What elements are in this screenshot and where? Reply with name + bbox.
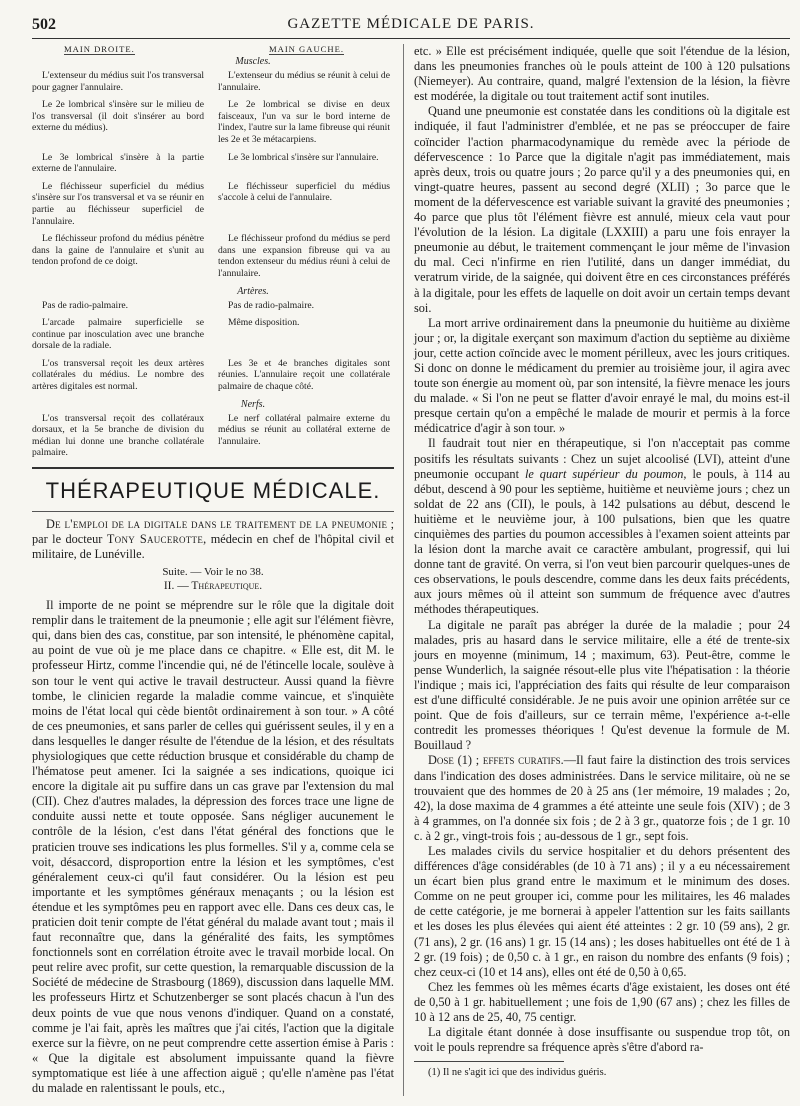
anatomy-row — [32, 317, 394, 352]
nerfs-label: Nerfs. — [240, 398, 266, 410]
article-title — [32, 517, 394, 562]
muscles-table — [32, 70, 394, 280]
footnote-rule — [414, 1061, 564, 1062]
main-droite-cell: Le fléchisseur profond du médius pénètre dans la gaine de l'annulaire et s'unit au tendon profond de ce doigt. — [32, 233, 204, 268]
main-droite-cell: L'arcade palmaire superficielle se continue par inosculation avec une branche dorsale de la radiale. — [32, 317, 204, 352]
text-run: , le pouls, à 114 au début, descend à 90 pour les septième, huitième et neuvième jours ; chez un soldat de 22 ans (CII), le pouls, à 142 pulsations au début, descend le huitième et le neuvième jour, à 100 pulsations, bien que les quatre cinquièmes des parties du poumon accessibles à l'examen soient atteints par la lésion dont la marche avait ce caractère ambulant, progressif, qui lui donne tant de gravité. On verra, si l'on veut bien parcourir quelques-unes de ces observations, le pouls descendre, comme dans les deux faits précédents, aux jours mêmes où il atteint son summum de fréquence avec d'autres méthodes thérapeutiques. — [414, 466, 790, 617]
journal-page — [32, 14, 790, 1100]
article-title-caps: De l'emploi de la digitale dans le traitement de la pneumonie — [46, 517, 388, 532]
section-rule — [32, 467, 394, 469]
main-gauche-cell: Le fléchisseur superficiel du médius s'accole à celui de l'annulaire. — [218, 180, 390, 204]
header-main-gauche: MAIN GAUCHE. — [268, 44, 344, 54]
main-gauche-cell: Le 2e lombrical se divise en deux faisceaux, l'un va sur le bord interne de l'index, l'autre sur la lame fibreuse qui réunit les 2e et 3e métacarpiens. — [218, 99, 390, 145]
running-title: GAZETTE MÉDICALE DE PARIS. — [287, 16, 535, 32]
main-gauche-cell: Les 3e et 4e branches digitales sont réunies. L'annulaire reçoit une collatérale palmaire de chaque côté. — [218, 357, 390, 393]
header-main-droite: MAIN DROITE. — [64, 44, 135, 54]
page-number: 502 — [32, 16, 56, 33]
title-rule — [32, 511, 394, 512]
main-droite-cell: L'os transversal reçoit les deux artères collatérales du médius. Le nombre des artères digitales est normal. — [32, 357, 204, 393]
anatomy-row — [32, 181, 394, 227]
anatomy-row — [32, 233, 394, 279]
anatomy-row — [32, 152, 394, 175]
section-title: THÉRAPEUTIQUE MÉDICALE. — [45, 478, 381, 504]
footnote: (1) Il ne s'agit ici que des individus guéris. — [428, 1067, 607, 1079]
arteres-label: Artères. — [237, 285, 269, 297]
page-header — [32, 14, 790, 39]
text-run: Il faudrait tout nier en thérapeutique, si l'on n'acceptait pas comme positifs les résultats suivants : Chez un sujet alcoolisé (LVI), atteint d'une pneumonie occupant — [414, 436, 790, 481]
anatomy-column-headers — [32, 44, 394, 55]
main-gauche-cell: Le nerf collatéral palmaire externe du médius se réunit au collatéral externe de l'annulaire. — [218, 412, 390, 447]
main-droite-cell: L'extenseur du médius suit l'os transversal pour gagner l'annulaire. — [32, 70, 204, 93]
main-droite-cell: Le 2e lombrical s'insère sur le milieu de l'os transversal (il doit s'insérer au bord externe du médius). — [32, 99, 204, 134]
main-gauche-cell: Même disposition. — [228, 317, 300, 329]
paragraph: Chez les femmes où les mêmes écarts d'âge existaient, les doses ont été de 0,50 à 1 gr. habituellement ; une fois de 1,90 (67 ans) ; chez les filles de 10 à 12 ans de 25, 40, 75 centigr. — [414, 979, 790, 1024]
right-column — [414, 44, 790, 1079]
anatomy-row — [32, 300, 394, 312]
chapter-heading: II. — Thérapeutique. — [163, 580, 263, 593]
paragraph: La digitale étant donnée à dose insuffisante ou suspendue trop tôt, on voit le pouls reprendre sa fréquence après s'être d'abord ra- — [414, 1025, 790, 1055]
main-gauche-cell: Le fléchisseur profond du médius se perd dans une expansion fibreuse qui va au tendon extenseur du médius réuni à celui de l'annulaire. — [218, 233, 390, 279]
left-column — [32, 44, 394, 1096]
main-gauche-cell: Le 3e lombrical s'insère sur l'annulaire. — [228, 151, 379, 163]
nerfs-table — [32, 413, 394, 459]
left-body — [32, 598, 394, 1096]
main-droite-cell: Pas de radio-palmaire. — [42, 299, 129, 311]
suite-note: Suite. — Voir le no 38. — [162, 566, 264, 579]
italic-run: le quart supérieur du poumon — [524, 466, 684, 481]
muscles-label: Muscles. — [235, 56, 271, 67]
main-droite-cell: Le 3e lombrical s'insère à la partie externe de l'annulaire. — [32, 151, 204, 175]
paragraph: Il importe de ne point se méprendre sur le rôle que la digitale doit remplir dans le traitement de la pneumonie ; elle agit sur l'élément fièvre, qui, dans bien des cas, constitue, par son intensité, le phénomène capital, au point de vue où je me place dans ce chapitre. « Elle est, dit M. le professeur Hirtz, comme l'incendie qui, né de l'étincelle locale, soulève à son tour le vent qui active le travail destructeur. Aussi quand la fièvre tombe, le clinicien regarde la maladie comme vaincue, et s'inquiète moins de l'état local qui cède bientôt ordinairement à son tour. » A côté de ces pneumonies, et sans parler de celles qui guérissent seules, il y en a dans lesquelles le danger résulte de l'étendue de la lésion, et des résultats physiologiques que cette réduction brusque et considérable du champ de l'hématose peut amener. Ici la saignée a ses indications, quoique ici encore la digitale ait pu suffire dans un cas grave par l'extension du mal (CII). Chez d'autres malades, la dépression des forces trace une ligne de conduite aussi nette et toute opposée. Sans négliger aucunement le contrôle de la lésion, c'est dans l'état général des fonctions que le praticien trouve ses indications les plus formelles. S'il y a, comme cela se voit, désaccord, disproportion entre la lésion et les symptômes, c'est généralement ceux-ci qu'il faut considérer. Ou la lésion est peu importante et les symptômes généraux menaçants ; ou la lésion est étendue et les symptômes peu en rapport avec elle. Dans ces deux cas, le praticien doit tenir compte de l'état général du malade avant tout ; mais il faut reconnaître que, dans la généralité des faits, les symptômes fonctionnels sont en corrélation étroite avec le travail morbide local. On peut relire avec profit, sur cette question, la remarquable discussion de la Société de médecine de Strasbourg (1869), discussion dans laquelle MM. les professeurs Hirtz et Schutzenberger se sont placés chacun à l'un des deux points de vue que nous venons d'indiquer. Quand on a constaté, comme je l'ai fait, après les maîtres que j'ai cités, l'action que la digitale exerce sur la fièvre, on ne peut comprendre cette assertion émise à Paris : « Que la digitale est absolument impuissante quand la fièvre symptomatique est liée à une affection aiguë ; qu'elle n'amène pas l'état du malade en ralentissant le pouls, etc., — [32, 598, 394, 1096]
byline-pre: ; par le docteur — [32, 517, 394, 547]
anatomy-row — [32, 70, 394, 93]
anatomy-row — [32, 99, 394, 145]
paragraph: etc. » Elle est précisément indiquée, quelle que soit l'étendue de la lésion, dans les pneumonies franches où le pouls atteint de 100 à 120 pulsations (Niemeyer). Au contraire, quand, malgré l'extension de la lésion, la fièvre est modérée, la digitale ou tout traitement actif sont inutiles. — [414, 44, 790, 104]
paragraph: Les malades civils du service hospitalier et du dehors présentent des différences d'âge considérables (de 10 à 71 ans) ; il y a eu nécessairement un écart bien plus grand entre le maximum et le minimum des doses. Comme on ne peut grouper ici, comme pour les militaires, les 46 malades de cette catégorie, je me bornerai à appeler l'attention sur les faits saillants et les doses les plus élevées qui aient été atteintes : 2 gr. 10 (59 ans), 2 gr. (71 ans), 2 gr. (16 ans) 1 gr. 15 (14 ans) ; les doses habituelles ont été de 1 à 2 gr. (19 fois) ; de 0,50 c. à 1 gr., en raison du nombre des enfants (9 fois) ; chez ceux-ci (10 et 14 ans), elles ont été de 0,50 à 0,65. — [414, 843, 790, 979]
main-gauche-cell: L'extenseur du médius se réunit à celui de l'annulaire. — [218, 70, 390, 93]
main-gauche-cell: Pas de radio-palmaire. — [228, 299, 315, 311]
anatomy-row — [32, 413, 394, 459]
column-divider — [403, 44, 404, 1096]
paragraph: Quand une pneumonie est constatée dans les conditions où la digitale est indiquée, il faut l'administrer d'emblée, et ne pas se préoccuper de faire coïncider l'action pharmacodynamique du remède avec la période de défervescence : 1o Parce que la digitale n'agit pas immédiatement, mais après deux, trois ou quatre jours ; 2o parce qu'il y a des pneumonies qui, en vingt-quatre heures, passent au second degré (XLII) ; 3o parce que le moment de la défervescence est variable suivant la gravité des pneumonies ; 4o parce que plus tôt l'élément fièvre est annulé, mieux cela vaut pour l'évolution de la lésion. La digitale (LXXIII) a paru une fois enrayer la pneumonie au début, le traitement commençant le jour même de l'invasion du mal. Ceci n'infirme en rien l'utilité, dans un danger immédiat, du veratrum viride, de la saignée, qui doivent être en ces circonstances préférés à la digitale, pour les effets de laquelle on doit avoir un certain temps devant soi. — [414, 104, 790, 315]
paragraph: La digitale ne paraît pas abréger la durée de la maladie ; pour 24 malades, pris au hasard dans le service militaire, elle a été de trente-six jours en moyenne (minimum, 14 ; maximum, 63). Peut-être, comme le pense Wunderlich, la saignée résout-elle plus vite l'hépatisation : la théorie l'indique ; mais ici, l'appréciation des faits qui résulte de leur comparaison est d'une difficulté considérable. Je ne puis avoir une opinion arrêtée sur ce point. Que de fois d'ailleurs, sur ce terrain même, l'expérience a-t-elle contredit les promesses théoriques ! Qu'est devenue la formule de M. Bouillaud ? — [414, 617, 790, 753]
byline-post: , médecin en chef de l'hôpital civil et militaire, de Lunéville. — [32, 532, 395, 562]
text-run: —Il faut faire la distinction des trois services dans l'indication des doses administrées. Dans le service militaire, où ne se trouvaient que des hommes de 20 à 25 ans (1er mémoire, 19 malades ; 2o, 42), la dose maxima de 4 grammes a été atteinte une seule fois (XIV) ; de 3 à 4 grammes, on l'a donnée six fois ; de 2 à 3 gr., quatorze fois ; de 1 gr. 10 c. à 2 gr., vingt-trois fois ; au-dessous de 1 gr., sept fois. — [414, 753, 790, 843]
paragraph — [414, 436, 790, 617]
paragraph: La mort arrive ordinairement dans la pneumonie du huitième au dixième jour ; or, la digitale exerçant son maximum d'action du septième au dixième jour, cette action coïncide avec le moment périlleux, avec les jours critiques. Si donc on donne le médicament du premier au troisième jour, il agira avec toute son énergie au moment où, par son intensité, la fièvre menace les jours du malade. « Si l'on ne peut se flatter d'avoir enrayé le mal, du moins est-il presque certain qu'on a empêché le malade de mourir et permis à la force médicatrice d'agir à son tour. » — [414, 315, 790, 436]
anatomy-row — [32, 358, 394, 393]
arteres-table — [32, 300, 394, 393]
paragraph — [414, 753, 790, 844]
dose-lead: Dose (1) ; effets curatifs. — [428, 753, 564, 768]
main-droite-cell: L'os transversal reçoit des collatéraux dorsaux, et la 5e branche de division du médian lui donne une branche collatérale palmaire. — [32, 412, 204, 459]
article-author: Tony Saucerotte — [106, 532, 204, 547]
main-droite-cell: Le fléchisseur superficiel du médius s'insère sur l'os transversal et va se réunir en partie au fléchisseur superficiel de l'annulaire. — [32, 180, 204, 227]
